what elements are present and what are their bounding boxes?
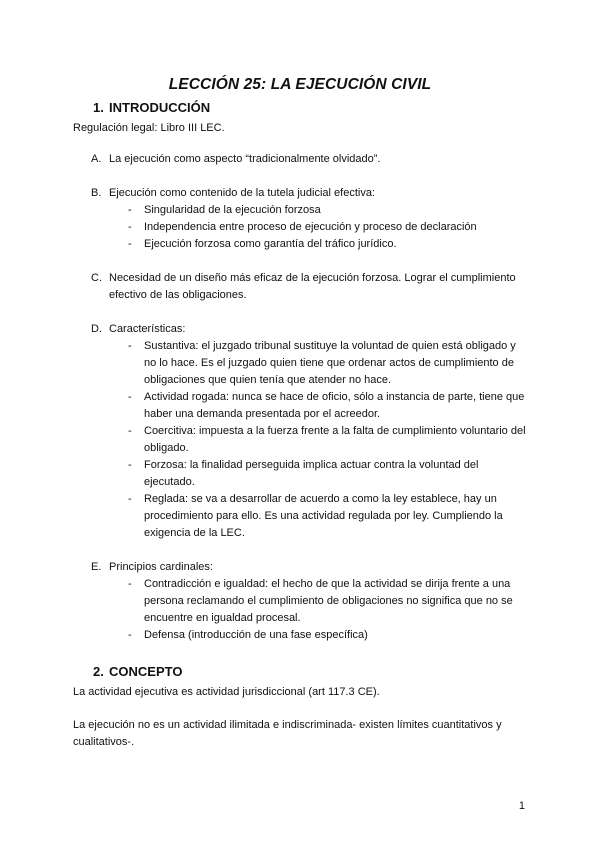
dash-bullet: - [128, 578, 132, 590]
dash-bullet: - [128, 425, 132, 437]
item-letter: D. [91, 323, 102, 335]
page-title: LECCIÓN 25: LA EJECUCIÓN CIVIL [168, 76, 432, 93]
page-number: 1 [518, 800, 525, 812]
section-number: 2. [93, 664, 104, 679]
concept-paragraph: La actividad ejecutiva es actividad jurisdiccional (art 117.3 CE). [73, 686, 380, 698]
dash-bullet: - [128, 340, 132, 352]
item-text: Principios cardinales: [109, 561, 213, 573]
sub-item-text: Independencia entre proceso de ejecución y proceso de declaración [144, 221, 477, 233]
dash-bullet: - [128, 204, 132, 216]
section-number: 1. [93, 100, 104, 115]
item-text: La ejecución como aspecto “tradicionalmente olvidado”. [109, 153, 381, 165]
item-text: Ejecución como contenido de la tutela judicial efectiva: [109, 187, 375, 199]
dash-bullet: - [128, 238, 132, 250]
sub-item-text: Ejecución forzosa como garantía del tráfico jurídico. [144, 238, 397, 250]
dash-bullet: - [128, 221, 132, 233]
dash-bullet: - [128, 459, 132, 471]
sub-item-text: Contradicción e igualdad: el hecho de que la actividad se dirija frente a una persona reclamando el cumplimiento de obligaciones no significa que no se encuentre en igualdad procesal. [144, 578, 513, 624]
item-letter: B. [91, 187, 102, 199]
item-letter: E. [91, 561, 102, 573]
section-title: INTRODUCCIÓN [109, 100, 211, 115]
section-title: CONCEPTO [109, 664, 183, 679]
dash-bullet: - [128, 391, 132, 403]
sub-item-text: Singularidad de la ejecución forzosa [144, 204, 321, 216]
sub-item-text: Forzosa: la finalidad perseguida implica actuar contra la voluntad del ejecutado. [144, 459, 479, 488]
concept-paragraph: La ejecución no es un actividad ilimitada e indiscriminada- existen límites cuantitativos y cualitativos-. [73, 719, 502, 748]
sub-item-text: Defensa (introducción de una fase específica) [144, 629, 368, 641]
item-text: Características: [109, 323, 186, 335]
item-letter: A. [91, 153, 102, 165]
sub-item-text: Sustantiva: el juzgado tribunal sustituye la voluntad de quien está obligado y no lo hace. Es el juzgado quien tiene que ordenar actos de cumplimiento de obligaciones que quien tenía que atender no hace. [144, 340, 516, 386]
dash-bullet: - [128, 493, 132, 505]
sub-item-text: Coercitiva: impuesta a la fuerza frente a la falta de cumplimiento voluntario del obligado. [144, 425, 526, 454]
item-text: Necesidad de un diseño más eficaz de la ejecución forzosa. Lograr el cumplimiento efectivo de las obligaciones. [109, 272, 516, 301]
legal-regulation-text: Regulación legal: Libro III LEC. [73, 122, 225, 134]
sub-item-text: Reglada: se va a desarrollar de acuerdo a como la ley establece, hay un procedimiento para ello. Es una actividad regulada por ley. Cumpliendo la exigencia de la LEC. [144, 493, 503, 539]
dash-bullet: - [128, 629, 132, 641]
sub-item-text: Actividad rogada: nunca se hace de oficio, sólo a instancia de parte, tiene que haber una demanda presentada por el acreedor. [144, 391, 525, 420]
item-letter: C. [91, 272, 102, 284]
